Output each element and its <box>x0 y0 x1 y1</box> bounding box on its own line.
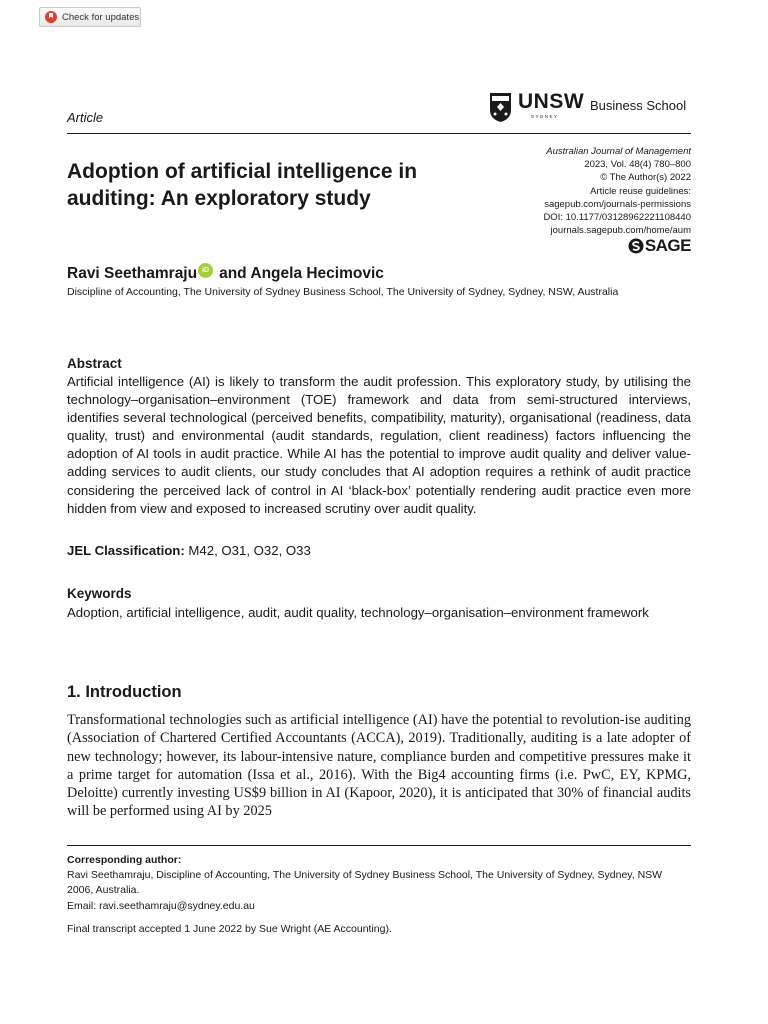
abstract-text: Artificial intelligence (AI) is likely to transform the audit profession. This exploratory study, by utilising the technology–organisation–environment (TOE) framework and data from semi-structured interviews, identifies several technological (perceived benefits, compatibility, maturity), organisational (readiness, data quality, trust) and environmental (audit standards, regulation, client readiness) factors influencing the adoption of AI tools in audit practice. While AI has the potential to improve audit quality and deliver value-adding services to audit clients, our study concludes that AI adoption requires a rethink of audit practice considering the perceived lack of control in AI ‘black-box’ potentially rendering audit practice even more hidden from view and exposed to increased scrutiny over audit quality. <box>67 374 691 516</box>
journal-info <box>543 145 691 237</box>
footer-divider <box>67 845 691 846</box>
article-type: Article <box>67 110 104 125</box>
journal-name: Australian Journal of Management <box>546 146 691 157</box>
reuse-label: Article reuse guidelines: <box>590 185 691 197</box>
sage-wordmark: SAGE <box>644 236 691 255</box>
business-school-label: Business School <box>590 98 687 113</box>
journal-homepage-link[interactable]: journals.sagepub.com/home/aum <box>550 225 691 237</box>
bookmark-icon <box>45 11 57 23</box>
unsw-crest-icon <box>489 92 512 123</box>
copyright: © The Author(s) 2022 <box>600 172 691 184</box>
reuse-link[interactable]: sagepub.com/journals-permissions <box>544 198 691 210</box>
check-for-updates-label: Check for updates <box>62 11 140 23</box>
author-name: Ravi Seethamraju <box>67 265 198 282</box>
abstract-heading: Abstract <box>67 356 122 371</box>
jel-codes: M42, O31, O32, O33 <box>188 543 311 558</box>
doi-link[interactable]: DOI: 10.1177/03128962221108440 <box>543 212 691 224</box>
jel-label: JEL Classification: <box>67 543 185 558</box>
orcid-icon[interactable]: iD <box>198 263 213 278</box>
section-heading: 1. Introduction <box>67 683 182 701</box>
journal-volume: 2023, Vol. 48(4) 780–800 <box>584 159 691 171</box>
affiliation: Discipline of Accounting, The University of Sydney Business School, The University of Sydney, Sydney, NSW, Australia <box>67 286 619 298</box>
author-name: and Angela Hecimovic <box>219 265 384 282</box>
corresponding-author-heading: Corresponding author: <box>67 854 182 866</box>
check-for-updates-button[interactable] <box>39 7 141 27</box>
header-divider <box>67 133 691 134</box>
final-transcript-note: Final transcript accepted 1 June 2022 by Sue Wright (AE Accounting). <box>67 923 392 935</box>
sage-logo <box>628 236 691 256</box>
keywords-heading: Keywords <box>67 586 132 601</box>
jel-classification <box>67 543 311 558</box>
section-body: Transformational technologies such as artificial intelligence (AI) have the potential to revolution-ise auditing (Association of Chartered Certified Accountants (ACCA), 2019). Traditionally, auditing is a late adopter of new technology; however, its labour-intensive nature, compliance burden and competitive pressures make it a prime target for automation (Issa et al., 2016). With the Big4 accounting firms (i.e. PwC, EY, KPMG, Deloitte) currently investing US$9 billion in AI (Kapoor, 2020), it is anticipated that 30% of financial audits will be performed using AI by 2025 <box>67 712 691 820</box>
corresponding-author-text: Ravi Seethamraju, Discipline of Accounting, The University of Sydney Business School, The University of Sydney, Sydney, NSW 2006, Australia. <box>67 869 663 896</box>
corresponding-author-email[interactable]: Email: ravi.seethamraju@sydney.edu.au <box>67 900 255 912</box>
authors <box>67 265 384 283</box>
unsw-sub-wordmark: SYDNEY <box>531 114 559 119</box>
unsw-wordmark: UNSW <box>518 90 585 113</box>
keywords-text: Adoption, artificial intelligence, audit, audit quality, technology–organisation–environment framework <box>67 605 649 620</box>
sage-mark-icon <box>628 238 644 254</box>
article-title: Adoption of artificial intelligence in auditing: An exploratory study <box>67 160 418 210</box>
